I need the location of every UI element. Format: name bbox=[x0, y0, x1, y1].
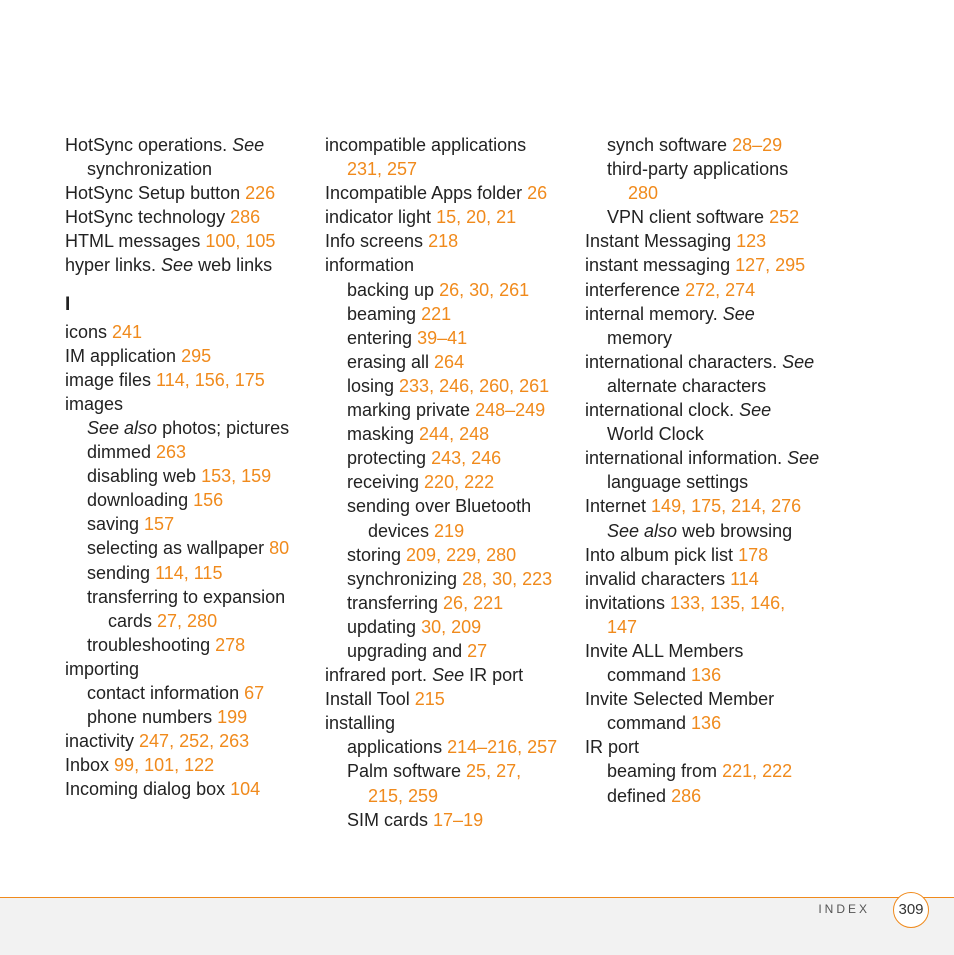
page-reference-link[interactable]: 114, 115 bbox=[155, 562, 223, 583]
entry-text: storing bbox=[347, 544, 407, 565]
entry-text: photos; pictures bbox=[157, 417, 290, 438]
entry-text: alternate characters bbox=[607, 375, 767, 396]
page-reference-link[interactable]: 39–41 bbox=[417, 327, 468, 348]
index-subentry bbox=[65, 681, 315, 705]
index-subentry bbox=[585, 326, 835, 350]
entry-text: importing bbox=[65, 658, 140, 679]
index-entry bbox=[65, 253, 315, 277]
entry-text: invalid characters bbox=[585, 568, 731, 589]
entry-text: marking private bbox=[347, 400, 476, 421]
entry-text: transferring bbox=[347, 592, 444, 613]
entry-text: IM application bbox=[65, 345, 182, 366]
entry-text: transferring to expansion bbox=[87, 586, 286, 607]
page-reference-link[interactable]: 231, 257 bbox=[347, 159, 418, 180]
page-reference-link[interactable]: 114, 156, 175 bbox=[156, 369, 265, 390]
entry-text: contact information bbox=[87, 682, 245, 703]
index-subentry bbox=[325, 446, 575, 470]
index-subentry bbox=[325, 543, 575, 567]
page-reference-link[interactable]: 221, 222 bbox=[722, 761, 793, 782]
page-reference-link[interactable]: 136 bbox=[691, 713, 722, 734]
cross-reference-label: See bbox=[432, 665, 465, 686]
entry-text: beaming bbox=[347, 303, 422, 324]
index-entry bbox=[585, 687, 835, 711]
index-entry bbox=[325, 133, 575, 157]
page-reference-link[interactable]: 244, 248 bbox=[419, 424, 490, 445]
index-subentry bbox=[325, 494, 575, 518]
entry-text: interference bbox=[585, 279, 686, 300]
index-subentry bbox=[65, 464, 315, 488]
entry-text: devices bbox=[368, 520, 435, 541]
index-subentry bbox=[585, 374, 835, 398]
entry-text: information bbox=[325, 255, 415, 276]
entry-text: Incoming dialog box bbox=[65, 779, 231, 800]
index-entry bbox=[325, 663, 575, 687]
index-entry bbox=[585, 494, 835, 518]
entry-text: Inbox bbox=[65, 755, 115, 776]
page-reference-link[interactable]: 100, 105 bbox=[205, 231, 276, 252]
entry-text: language settings bbox=[607, 472, 749, 493]
page-reference-link[interactable]: 26, 30, 261 bbox=[439, 279, 530, 300]
index-subentry bbox=[585, 133, 835, 157]
cross-reference-label: See bbox=[782, 351, 815, 372]
page-reference-link[interactable]: 252 bbox=[769, 207, 800, 228]
cross-reference-label: See bbox=[232, 135, 265, 155]
index-entry bbox=[585, 302, 835, 326]
index-subentry bbox=[585, 663, 835, 687]
entry-text: Info screens bbox=[325, 231, 429, 252]
entry-text: command bbox=[607, 665, 692, 686]
page-reference-link[interactable]: 215 bbox=[414, 689, 445, 710]
index-subentry bbox=[585, 519, 835, 543]
entry-text: Into album pick list bbox=[585, 544, 739, 565]
index-subentry bbox=[585, 422, 835, 446]
entry-text: international clock. bbox=[585, 400, 740, 421]
entry-text: Install Tool bbox=[325, 689, 415, 710]
page-reference-link[interactable]: 28, 30, 223 bbox=[462, 568, 553, 589]
entry-text: infrared port. bbox=[325, 665, 433, 686]
index-subentry bbox=[325, 784, 575, 808]
index-subentry bbox=[585, 157, 835, 181]
footer-section-label: INDEX bbox=[818, 902, 870, 916]
index-subentry bbox=[325, 302, 575, 326]
entry-text: phone numbers bbox=[87, 707, 218, 728]
index-entry bbox=[585, 591, 835, 615]
index-subentry bbox=[65, 157, 315, 181]
page-reference-link[interactable]: 218 bbox=[428, 231, 459, 252]
page-reference-link[interactable]: 243, 246 bbox=[431, 448, 502, 469]
index-subentry bbox=[325, 374, 575, 398]
index-subentry bbox=[325, 759, 575, 783]
entry-text: internal memory. bbox=[585, 303, 723, 324]
entry-text: disabling web bbox=[87, 466, 202, 487]
page-reference-link[interactable]: 209, 229, 280 bbox=[406, 544, 517, 565]
cross-reference-label: See bbox=[739, 400, 772, 421]
index-entry bbox=[65, 753, 315, 777]
page-reference-link[interactable]: 214–216, 257 bbox=[447, 737, 558, 758]
page-reference-link[interactable]: 295 bbox=[181, 345, 212, 366]
index-entry bbox=[65, 229, 315, 253]
index-column-1 bbox=[65, 133, 315, 801]
entry-text: dimmed bbox=[87, 442, 157, 463]
page-reference-link[interactable]: 221 bbox=[421, 303, 452, 324]
cross-reference-label: See also bbox=[87, 417, 158, 438]
entry-text: HotSync technology bbox=[65, 207, 231, 228]
index-subentry bbox=[325, 639, 575, 663]
entry-text: synch software bbox=[607, 135, 733, 155]
entry-text: beaming from bbox=[607, 761, 723, 782]
entry-text: applications bbox=[347, 737, 448, 758]
entry-text: installing bbox=[325, 713, 396, 734]
index-entry bbox=[65, 392, 315, 416]
section-letter: I bbox=[65, 293, 71, 315]
entry-text: inactivity bbox=[65, 731, 140, 752]
entry-text: IR port bbox=[585, 737, 640, 758]
entry-text: HotSync operations. bbox=[65, 135, 233, 155]
index-subentry bbox=[585, 784, 835, 808]
index-subentry bbox=[325, 519, 575, 543]
index-subentry bbox=[65, 561, 315, 585]
entry-text: World Clock bbox=[607, 424, 704, 445]
page-reference-link[interactable]: 219 bbox=[434, 520, 465, 541]
page-reference-link[interactable]: 15, 20, 21 bbox=[436, 207, 517, 228]
page-reference-link[interactable]: 248–249 bbox=[475, 400, 546, 421]
entry-text: images bbox=[65, 393, 124, 414]
page-reference-link[interactable]: 133, 135, 146, bbox=[670, 592, 786, 613]
index-entry bbox=[585, 543, 835, 567]
page-reference-link[interactable]: 127, 295 bbox=[735, 255, 806, 276]
entry-text: saving bbox=[87, 514, 145, 535]
index-subentry bbox=[65, 585, 315, 609]
page-reference-link[interactable]: 178 bbox=[738, 544, 769, 565]
page-reference-link[interactable]: 157 bbox=[144, 514, 175, 535]
page-reference-link[interactable]: 263 bbox=[156, 442, 187, 463]
page-reference-link[interactable]: 28–29 bbox=[732, 135, 783, 155]
page-reference-link[interactable]: 67 bbox=[244, 682, 265, 703]
entry-text: international information. bbox=[585, 448, 788, 469]
entry-text: indicator light bbox=[325, 207, 437, 228]
page-reference-link[interactable]: 114 bbox=[730, 568, 759, 589]
entry-text: IR port bbox=[464, 665, 524, 686]
index-subentry bbox=[65, 536, 315, 560]
index-entry bbox=[325, 229, 575, 253]
index-subentry bbox=[585, 615, 835, 639]
entry-text: memory bbox=[607, 327, 673, 348]
entry-text: protecting bbox=[347, 448, 432, 469]
index-entry bbox=[65, 777, 315, 801]
index-subentry bbox=[325, 422, 575, 446]
page-reference-link[interactable]: 26, 221 bbox=[443, 592, 504, 613]
entry-text: synchronization bbox=[87, 159, 213, 180]
page-reference-link[interactable]: 156 bbox=[193, 490, 224, 511]
index-entry bbox=[585, 253, 835, 277]
index-column-3 bbox=[585, 133, 835, 808]
page-reference-link[interactable]: 80 bbox=[269, 538, 290, 559]
entry-text: third-party applications bbox=[607, 159, 789, 180]
page-reference-link[interactable]: 27 bbox=[467, 640, 488, 661]
index-entry bbox=[325, 253, 575, 277]
entry-text: entering bbox=[347, 327, 418, 348]
page-reference-link[interactable]: 286 bbox=[230, 207, 261, 228]
index-subentry bbox=[585, 711, 835, 735]
page-reference-link[interactable]: 99, 101, 122 bbox=[114, 755, 215, 776]
page-reference-link[interactable]: 104 bbox=[230, 779, 261, 800]
entry-text: hyper links. bbox=[65, 255, 162, 276]
index-entry bbox=[65, 657, 315, 681]
index-subentry bbox=[325, 808, 575, 832]
entry-text: Incompatible Apps folder bbox=[325, 183, 528, 204]
index-subentry bbox=[65, 440, 315, 464]
index-subentry bbox=[65, 705, 315, 729]
index-subentry bbox=[325, 567, 575, 591]
entry-text: icons bbox=[65, 321, 113, 342]
entry-text: cards bbox=[108, 610, 158, 631]
index-entry bbox=[325, 205, 575, 229]
entry-text: Invite ALL Members bbox=[585, 640, 744, 661]
index-subentry bbox=[585, 470, 835, 494]
index-subentry bbox=[585, 759, 835, 783]
page-reference-link[interactable]: 280 bbox=[628, 183, 659, 204]
index-entry bbox=[65, 729, 315, 753]
index-entry bbox=[585, 350, 835, 374]
index-subentry bbox=[325, 591, 575, 615]
index-subentry bbox=[65, 512, 315, 536]
entry-text: troubleshooting bbox=[87, 634, 216, 655]
entry-text: backing up bbox=[347, 279, 440, 300]
entry-text: updating bbox=[347, 616, 422, 637]
cross-reference-label: See bbox=[787, 448, 820, 469]
index-entry bbox=[585, 567, 835, 591]
entry-text: downloading bbox=[87, 490, 194, 511]
index-subentry bbox=[325, 398, 575, 422]
entry-text: international characters. bbox=[585, 351, 783, 372]
index-entry bbox=[65, 320, 315, 344]
entry-text: Palm software bbox=[347, 761, 467, 782]
page-reference-link[interactable]: 26 bbox=[527, 183, 548, 204]
page-reference-link[interactable]: 123 bbox=[736, 231, 767, 252]
index-subentry bbox=[325, 615, 575, 639]
index-entry bbox=[65, 368, 315, 392]
index-subentry bbox=[325, 278, 575, 302]
index-entry bbox=[325, 181, 575, 205]
page-reference-link[interactable]: 27, 280 bbox=[157, 610, 218, 631]
index-subentry bbox=[325, 326, 575, 350]
entry-text: receiving bbox=[347, 472, 425, 493]
index-entry bbox=[585, 398, 835, 422]
index-entry bbox=[585, 639, 835, 663]
index-entry bbox=[325, 687, 575, 711]
index-column-2 bbox=[325, 133, 575, 832]
page-reference-link[interactable]: 247, 252, 263 bbox=[139, 731, 250, 752]
entry-text: HotSync Setup button bbox=[65, 183, 246, 204]
index-subentry bbox=[325, 470, 575, 494]
entry-text: web browsing bbox=[677, 520, 793, 541]
index-subentry bbox=[65, 416, 315, 440]
page-reference-link[interactable]: 241 bbox=[112, 321, 143, 342]
index-subentry bbox=[325, 350, 575, 374]
entry-text: Internet bbox=[585, 496, 652, 517]
section-gap bbox=[65, 278, 315, 290]
page-reference-link[interactable]: 149, 175, 214, 276 bbox=[651, 496, 802, 517]
page-reference-link[interactable]: 136 bbox=[691, 665, 722, 686]
entry-text: defined bbox=[607, 785, 672, 806]
index-entry bbox=[585, 735, 835, 759]
index-entry bbox=[65, 181, 315, 205]
entry-text: SIM cards bbox=[347, 809, 434, 830]
page-reference-link[interactable]: 147 bbox=[607, 616, 638, 637]
cross-reference-label: See bbox=[722, 303, 755, 324]
index-entry bbox=[65, 344, 315, 368]
page-reference-link[interactable]: 30, 209 bbox=[421, 616, 482, 637]
index-subentry bbox=[65, 609, 315, 633]
entry-text: erasing all bbox=[347, 351, 435, 372]
page-reference-link[interactable]: 272, 274 bbox=[685, 279, 756, 300]
page-reference-link[interactable]: 153, 159 bbox=[201, 466, 272, 487]
page-reference-link[interactable]: 220, 222 bbox=[424, 472, 495, 493]
entry-text: invitations bbox=[585, 592, 671, 613]
page-reference-link[interactable]: 199 bbox=[217, 707, 248, 728]
entry-text: HTML messages bbox=[65, 231, 206, 252]
page-reference-link[interactable]: 226 bbox=[245, 183, 276, 204]
index-entry bbox=[585, 278, 835, 302]
index-subentry bbox=[65, 488, 315, 512]
index-subentry bbox=[325, 735, 575, 759]
page-reference-link[interactable]: 286 bbox=[671, 785, 702, 806]
entry-text: web links bbox=[193, 255, 273, 276]
cross-reference-label: See bbox=[161, 255, 194, 276]
entry-text: upgrading and bbox=[347, 640, 468, 661]
index-subentry bbox=[585, 181, 835, 205]
page-reference-link[interactable]: 264 bbox=[434, 351, 465, 372]
entry-text: sending bbox=[87, 562, 156, 583]
entry-text: incompatible applications bbox=[325, 135, 527, 155]
page-reference-link[interactable]: 215, 259 bbox=[368, 785, 439, 806]
index-subentry bbox=[65, 633, 315, 657]
index-entry bbox=[585, 229, 835, 253]
entry-text: losing bbox=[347, 375, 400, 396]
entry-text: Invite Selected Member bbox=[585, 689, 775, 710]
index-entry bbox=[585, 446, 835, 470]
entry-text: synchronizing bbox=[347, 568, 463, 589]
page-reference-link[interactable]: 233, 246, 260, 261 bbox=[399, 375, 550, 396]
entry-text: command bbox=[607, 713, 692, 734]
entry-text: VPN client software bbox=[607, 207, 770, 228]
entry-text: selecting as wallpaper bbox=[87, 538, 270, 559]
page-reference-link[interactable]: 25, 27, bbox=[466, 761, 522, 782]
entry-text: sending over Bluetooth bbox=[347, 496, 532, 517]
entry-text: Instant Messaging bbox=[585, 231, 737, 252]
index-subentry bbox=[325, 157, 575, 181]
entry-text: masking bbox=[347, 424, 420, 445]
entry-text: instant messaging bbox=[585, 255, 736, 276]
index-entry bbox=[325, 711, 575, 735]
page-number: 309 bbox=[893, 892, 929, 928]
cross-reference-label: See also bbox=[607, 520, 678, 541]
index-entry bbox=[65, 205, 315, 229]
page-reference-link[interactable]: 17–19 bbox=[433, 809, 484, 830]
page-footer bbox=[0, 897, 954, 955]
index-entry bbox=[65, 133, 315, 157]
entry-text: image files bbox=[65, 369, 157, 390]
page-reference-link[interactable]: 278 bbox=[215, 634, 246, 655]
index-subentry bbox=[585, 205, 835, 229]
